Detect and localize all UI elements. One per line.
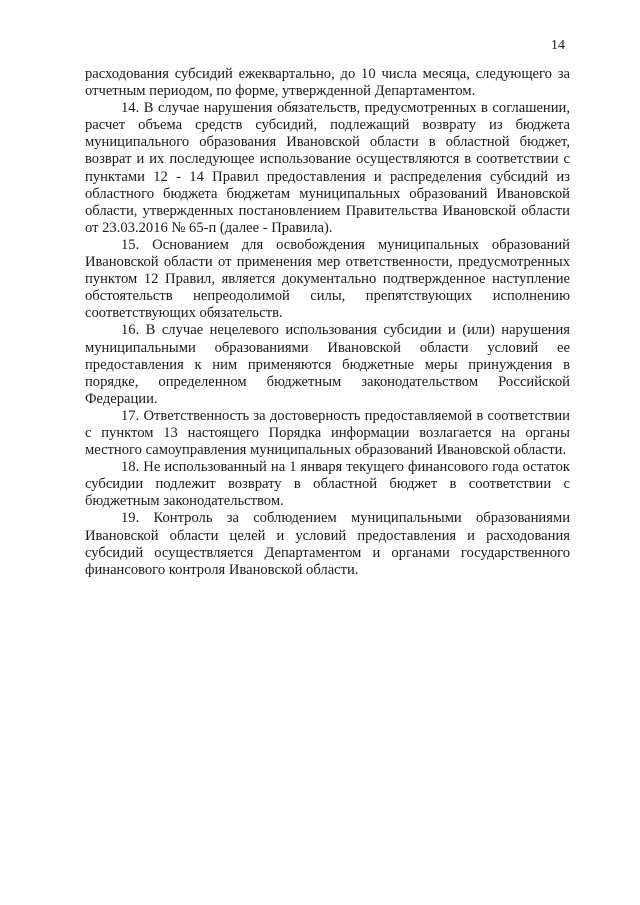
page-number: 14 [551, 38, 565, 53]
paragraph-17: 17. Ответственность за достоверность предоставляемой в соответствии с пунктом 13 настоящего Порядка информации возлагается на органы местного самоуправления муниципальных образований Ивановской области. [85, 407, 570, 459]
paragraph-16: 16. В случае нецелевого использования субсидии и (или) нарушения муниципальными образованиями Ивановской области условий ее предоставления к ним применяются бюджетные меры принуждения в порядке, определенном бюджетным законодательством Российской Федерации. [85, 322, 570, 407]
paragraph-14: 14. В случае нарушения обязательств, предусмотренных в соглашении, расчет объема средств субсидий, подлежащий возврату из бюджета муниципального образования Ивановской области в областной бюджет, возврат и их последующее использование осуществляются в соответствии с пунктами 12 - 14 Правил предоставления и распределения субсидий из областного бюджета бюджетам муниципальных образований Ивановской области, утвержденных постановлением Правительства Ивановской области от 23.03.2016 № 65-п (далее - Правила). [85, 100, 570, 236]
paragraph-19: 19. Контроль за соблюдением муниципальными образованиями Ивановской области целей и условий предоставления и расходования субсидий осуществляется Департаментом и органами государственного финансового контроля Ивановской области. [85, 510, 570, 578]
paragraph-continuation: расходования субсидий ежеквартально, до 10 числа месяца, следующего за отчетным периодом, по форме, утвержденной Департаментом. [85, 66, 570, 100]
paragraph-18: 18. Не использованный на 1 января текущего финансового года остаток субсидии подлежит возврату в областной бюджет в соответствии с бюджетным законодательством. [85, 459, 570, 510]
document-body [85, 66, 570, 579]
paragraph-15: 15. Основанием для освобождения муниципальных образований Ивановской области от применения мер ответственности, предусмотренных пунктом 12 Правил, является документально подтвержденное наступление обстоятельств непреодолимой силы, препятствующих исполнению соответствующих обязательств. [85, 236, 570, 322]
